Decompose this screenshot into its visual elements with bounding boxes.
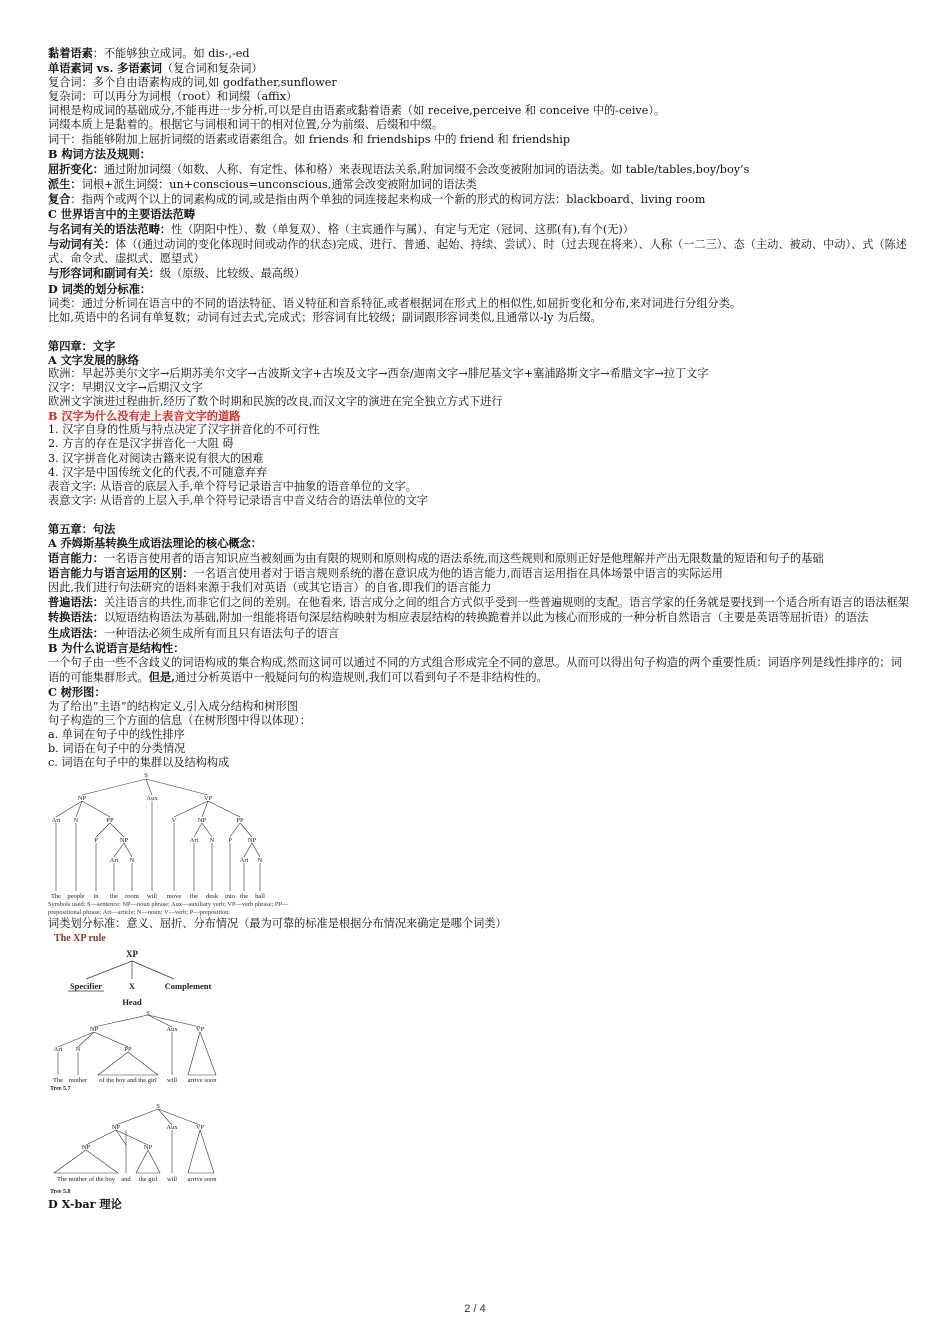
- tree-node-label: NP: [247, 836, 257, 844]
- bold-term: C 世界语言中的主要语法范畴: [48, 207, 196, 222]
- line-text: 通过分析英语中一般疑问句的构造规则,我们可以看到句子不是非结构性的。: [174, 670, 548, 684]
- chapter-4-title: 第四章：文字: [48, 338, 116, 353]
- tree-word: people: [67, 892, 85, 900]
- text-line: [48, 222, 910, 237]
- text-line: [48, 282, 910, 297]
- text-line: [48, 104, 910, 118]
- tree-word: the: [240, 892, 248, 900]
- tree-node-label: Art: [53, 1045, 63, 1053]
- bold-term: B 构词方法及规则：: [48, 146, 151, 161]
- complement-label: Complement: [164, 980, 212, 991]
- tree-node-label: P: [228, 836, 232, 844]
- line-text: 关注语言的共性,而非它们之间的差别。在他看来, 语言成分之间的组合方式似乎受到一些普遍规则的支配。语言学家的任务就是要找到一个适合所有语言的语法框架: [103, 596, 909, 610]
- text-line: 汉字：早期汉文字→后期汉文字: [48, 381, 203, 395]
- line-text: 一名语言使用者对于语言规则系统的潜在意识成为他的语言能力,而语言运用指在具体场景中语言的实际运用: [193, 567, 723, 581]
- tree-node-label: Art: [109, 856, 119, 864]
- section-morphology: [48, 46, 910, 325]
- text-line: [48, 536, 910, 551]
- syntax-tree-figure: [48, 771, 298, 901]
- tree-node-label: P: [94, 836, 98, 844]
- line-text: 词根是构成词的基础成分,不能再进一步分析,可以是自由语素或黏着语素（如 receive,perceive 和 conceive 中的-ceive）。: [48, 104, 666, 118]
- tree-node-label: NP: [111, 1123, 121, 1131]
- tree-node-label: S: [146, 1010, 150, 1017]
- text-line: 3. 汉字拼音化对阅读古籍来说有很大的困难: [48, 451, 264, 465]
- text-line: [48, 237, 910, 266]
- tree-node-label: VP: [203, 794, 213, 802]
- line-text: （复合词和复杂词）: [161, 62, 263, 76]
- text-line: [48, 90, 910, 104]
- text-line: [48, 641, 910, 656]
- tree-word: room: [125, 892, 139, 900]
- line-text: 因此,我们进行句法研究的语料来源于我们对英语（或其它语言）的自省,即我们的语言能力: [48, 581, 492, 595]
- text-line: [48, 147, 910, 162]
- ch5-lines: [48, 536, 910, 771]
- tree-5-7-figure: [48, 1011, 248, 1091]
- tree-node-label: NP: [89, 1025, 99, 1033]
- bold-term: 屈折变化：: [48, 161, 104, 176]
- text-line: [48, 118, 910, 132]
- tree-5-8-figure: [48, 1101, 248, 1197]
- tree-word: hall: [255, 892, 265, 900]
- line-text: 通过附加词缀（如数、人称、有定性、体和格）来表现语法关系,附加词缀不会改变被附加词的语法类。如 table/tables,boy/boy’s: [103, 162, 750, 176]
- chapter-5: [48, 522, 910, 1211]
- text-line: [48, 610, 910, 625]
- text-line: 欧洲：早起苏美尔文字→后期苏美尔文字→古波斯文字+古埃及文字→西奈/迦南文字→腓尼基文字+塞浦路斯文字→希腊文字→拉丁文字: [48, 366, 709, 380]
- tree-word: move: [166, 892, 182, 900]
- line-text: 体（(通过动词的变化体现时间或动作的状态)完成、进行、普通、起始、持续、尝试）、时（过去现在将来）、人称（一二三）、态（主动、被动、中动）、式（陈述式、命令式、虚拟式、愿望式）: [48, 238, 907, 266]
- text-line: 欧洲文字演进过程曲折,经历了数个时期和民族的改良,而汉文字的演进在完全独立方式下进行: [48, 395, 503, 409]
- tree-node-label: NP: [81, 1143, 91, 1151]
- text-line: 表意文字: 从语音的上层入手,单个符号记录语言中音义结合的语法单位的文字: [48, 493, 429, 507]
- text-line: [48, 61, 910, 76]
- text-line: [48, 162, 910, 177]
- tree-node-label: Aux: [166, 1123, 178, 1131]
- text-line: [48, 756, 910, 770]
- tree-node-label: Aux: [166, 1025, 178, 1033]
- line-text: ：指两个或两个以上的词素构成的词,或是指由两个单独的词连接起来构成一个新的形式的构词方法：blackboard、living room: [70, 192, 706, 206]
- text-line: [48, 551, 910, 566]
- text-line: [48, 595, 910, 610]
- text-line: [48, 700, 910, 714]
- line-text: 为了给出“主语”的结构定义,引入成分结构和树形图: [48, 700, 298, 714]
- bold-term: 语言能力与语言运用的区别：: [48, 566, 194, 581]
- tree-node-label: NP: [143, 1143, 153, 1151]
- text-line: [48, 46, 910, 61]
- tree-node-label: N: [75, 1045, 81, 1053]
- tree-word: desk: [206, 892, 218, 900]
- bold-term: A 乔姆斯基转换生成语法理论的核心概念：: [48, 536, 262, 550]
- bold-term: 与形容词和副词有关：: [48, 266, 160, 281]
- tree-5-7-caption: Tree 5.7: [50, 1085, 71, 1091]
- tree-node-label: PP: [106, 816, 114, 824]
- bold-term: 与名词有关的语法范畴：: [48, 222, 172, 237]
- tree-node-label: NP: [77, 794, 87, 802]
- tree-node-label: V: [171, 816, 177, 824]
- text-line: [48, 177, 910, 192]
- text-line: [48, 581, 910, 595]
- tree-node-label: VP: [195, 1123, 205, 1131]
- bold-term: 生成语法：: [48, 625, 104, 640]
- tree-word: The mother of the boy: [56, 1175, 116, 1183]
- text-line: [48, 192, 910, 207]
- text-line: [48, 76, 910, 90]
- ch4-section-a-heading: A 文字发展的脉络: [48, 352, 139, 367]
- ch5-section-d-heading: D X-bar 理论: [48, 1196, 122, 1211]
- xp-rule-figure: [48, 931, 248, 1011]
- line-text: 词缀本质上是黏着的。根据它与词根和词干的相对位置,分为前缀、后缀和中缀。: [48, 118, 444, 132]
- tree-word: the girl: [138, 1175, 158, 1183]
- bold-term: D 词类的划分标准：: [48, 281, 152, 296]
- tree-word: into: [224, 892, 236, 900]
- text-line: [48, 656, 910, 685]
- ch4-section-b-lines: [48, 423, 910, 508]
- tree-node-label: PP: [236, 816, 244, 824]
- tree-node-label: Art: [239, 856, 249, 864]
- bold-term: 语言能力：: [48, 551, 104, 566]
- tree-word: the: [190, 892, 198, 900]
- tree-word: the: [110, 892, 118, 900]
- text-line: 2. 方言的存在是汉字拼音化一大阻 碍: [48, 437, 234, 451]
- document-body: [48, 46, 910, 1211]
- tree-word: will: [146, 892, 158, 900]
- tree-word: The: [50, 892, 62, 900]
- tree-node-label: N: [73, 816, 79, 824]
- line-text: 词类：通过分析词在语言中的不同的语法特征、语义特征和音系特征,或者根据词在形式上的相似性,如屈折变化和分布,来对词进行分组分类。: [48, 296, 742, 310]
- tree-word: The: [52, 1076, 64, 1084]
- text-line: [48, 742, 910, 756]
- tree-5-8-caption: Tree 5.8: [50, 1188, 71, 1195]
- specifier-label: Specifier: [69, 980, 103, 991]
- tree-word: arrive soon: [187, 1175, 217, 1183]
- bold-term: 单语素词 vs. 多语素词: [48, 61, 162, 76]
- line-text: a. 单词在句子中的线性排序: [48, 728, 185, 742]
- text-line: [48, 566, 910, 581]
- tree-word: will: [166, 1076, 178, 1084]
- bold-term: 黏着语素: [48, 46, 93, 60]
- line-text: 级（原级、比较级、最高级）: [159, 267, 306, 281]
- text-line: [48, 714, 910, 728]
- tree-node-label: N: [209, 836, 215, 844]
- bold-term: 但是,: [148, 669, 175, 684]
- line-text: 句子构造的三个方面的信息（在树形图中得以体现）：: [48, 714, 311, 728]
- tree-word: mother: [68, 1076, 88, 1084]
- ch4-section-b-heading: B 汉字为什么没有走上表音文字的道路: [48, 409, 241, 424]
- tree-node-label: S: [156, 1102, 160, 1110]
- text-line: [48, 728, 910, 742]
- tree-node-label: S: [144, 771, 148, 779]
- tree-symbols-note: Symbols used: S—sentence; NP—noun phrase; Aux—auxiliary verb; VP—verb phrase; PP—prepositional phrase; Art—article; N—noun; V—verb; P—preposition.: [48, 900, 289, 916]
- tree-node-label: NP: [119, 836, 129, 844]
- x-head-label: X: [128, 980, 136, 991]
- tree-word: in: [93, 892, 99, 900]
- tree-node-label: VP: [195, 1025, 205, 1033]
- line-text: 复合词：多个自由语素构成的词,如 godfather,sunflower: [48, 76, 337, 90]
- head-label: Head: [122, 996, 142, 1007]
- line-text: 一名语言使用者的语言知识应当被刻画为由有限的规则和原则构成的语法系统,而这些规则和原则正好是他理解并产出无限数量的短语和句子的基础: [103, 552, 824, 566]
- tree-word: of the boy and the girl: [99, 1076, 157, 1084]
- line-text: 词根+派生词缀：un+conscious=unconscious,通常会改变被附加词的语法类: [81, 177, 477, 191]
- bold-term: 普遍语法：: [48, 595, 104, 610]
- text-line: 表音文字: 从语音的底层入手,单个符号记录语言中抽象的语音单位的文字。: [48, 479, 417, 493]
- chapter-4: [48, 339, 910, 508]
- line-text: 复杂词：可以再分为词根（root）和词缀（affix）: [48, 90, 298, 104]
- text-line: 4. 汉字是中国传统文化的代表,不可随意弃弃: [48, 465, 268, 479]
- tree-node-label: Art: [189, 836, 199, 844]
- tree-word: and: [121, 1175, 131, 1183]
- line-text: ：不能够独立成词。如 dis-,-ed: [92, 47, 250, 60]
- bold-term: B 为什么说语言是结构性：: [48, 640, 185, 655]
- tree-node-label: PP: [124, 1045, 132, 1053]
- tree-node-label: Art: [51, 816, 61, 824]
- bold-term: 派生：: [48, 176, 82, 191]
- text-line: [48, 207, 910, 222]
- tree-word: arrive soon: [187, 1076, 217, 1084]
- text-line: [48, 311, 910, 325]
- line-text: 性（阴阳中性）、数（单复双）、格（主宾通作与属）、有定与无定（冠词、这那(有),有个(无)）: [171, 223, 634, 237]
- bold-term: 复合: [48, 191, 71, 206]
- line-text: 以短语结构语法为基础,附加一组能将语句深层结构映射为相应表层结构的转换跪着并以此为核心而形成的一种分析自然语言（主要是英语等屈折语）的语法: [103, 611, 869, 625]
- bold-term: C 树形图：: [48, 684, 106, 699]
- line-text: 词干：指能够附加上屈折词缀的语素或语素组合。如 friends 和 friendships 中的 friend 和 friendship: [48, 132, 571, 146]
- line-text: 比如,英语中的名词有单复数；动词有过去式,完成式；形容词有比较级；副词跟形容词类似,且通常以-ly 为后缀。: [48, 310, 602, 324]
- tree-word: will: [166, 1175, 178, 1183]
- tree-node-label: N: [257, 856, 263, 864]
- bold-term: 与动词有关：: [48, 237, 116, 252]
- xp-node: XP: [126, 948, 138, 959]
- page-number: 2 / 4: [464, 1303, 486, 1315]
- bold-term: 转换语法：: [48, 610, 104, 625]
- text-line: [48, 297, 910, 311]
- ch4-section-a-lines: [48, 367, 910, 409]
- text-line: [48, 685, 910, 700]
- text-line: [48, 626, 910, 641]
- text-line: [48, 266, 910, 281]
- text-line: 1. 汉字自身的性质与特点决定了汉字拼音化的不可行性: [48, 423, 320, 437]
- tree-node-label: NP: [197, 816, 207, 824]
- text-line: [48, 133, 910, 147]
- chapter-5-title: 第五章：句法: [48, 521, 116, 536]
- xp-rule-title: The XP rule: [54, 932, 106, 944]
- tree-node-label: Aux: [146, 794, 158, 802]
- line-text: 一个句子由一些不含歧义的词语构成的集合构成,然而这词可以通过不同的方式组合形成完全不同的意思。从而可以得出句子构造的两个重要性质：词语序列是线性排序的；词语的可能集群形式。: [48, 655, 902, 684]
- line-text: b. 词语在句子中的分类情况: [48, 742, 186, 756]
- line-text: 一种语法必须生成所有而且只有语法句子的语言: [103, 626, 339, 640]
- line-text: c. 词语在句子中的集群以及结构构成: [48, 756, 230, 770]
- word-class-criteria: 词类划分标准：意义、屈折、分布情况（最为可靠的标准是根据分布情况来确定是哪个词类）: [48, 916, 507, 930]
- tree-node-label: N: [129, 856, 135, 864]
